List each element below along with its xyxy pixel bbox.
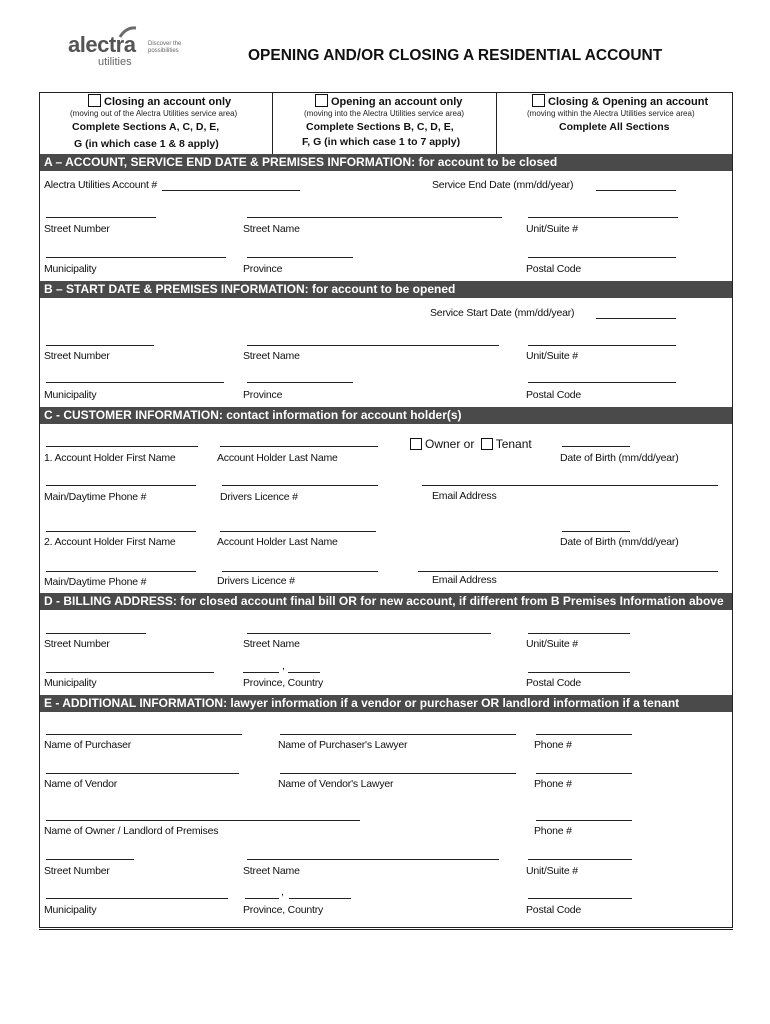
last-name-2-label: Account Holder Last Name — [217, 536, 338, 548]
page-title: OPENING AND/OR CLOSING A RESIDENTIAL ACCOUNT — [248, 47, 663, 64]
b-province-label: Province — [243, 389, 283, 401]
email-1-field[interactable] — [422, 485, 718, 486]
logo-tagline-2: possibilities — [148, 48, 179, 54]
account-number-field[interactable] — [162, 190, 300, 191]
d-postal-label: Postal Code — [526, 677, 582, 689]
option-both-sub: (moving within the Alectra Utilities service area) — [527, 109, 695, 118]
d-postal-field[interactable] — [528, 672, 630, 673]
section-c-header: C - CUSTOMER INFORMATION: contact information for account holder(s) — [40, 407, 732, 424]
e-province-field[interactable] — [245, 898, 279, 899]
licence-2-label: Drivers Licence # — [217, 575, 295, 587]
b-street-number-field[interactable] — [46, 345, 154, 346]
section-d-header: D - BILLING ADDRESS: for closed account final bill OR for new account, if different from B Premises Information above — [40, 593, 732, 610]
d-street-name-label: Street Name — [243, 638, 300, 650]
first-name-1-label: 1. Account Holder First Name — [44, 452, 176, 464]
option-closing-sub: (moving out of the Alectra Utilities service area) — [70, 109, 238, 118]
vendor-phone-label: Phone # — [534, 778, 572, 790]
d-province-field[interactable] — [243, 672, 279, 673]
email-2-field[interactable] — [418, 571, 718, 572]
b-municipality-label: Municipality — [44, 389, 97, 401]
checkbox-both[interactable] — [532, 94, 545, 107]
dob-1-label: Date of Birth (mm/dd/year) — [560, 452, 679, 464]
section-e-header: E - ADDITIONAL INFORMATION: lawyer information if a vendor or purchaser OR landlord information if a tenant — [40, 695, 732, 712]
service-start-date-field[interactable] — [596, 318, 676, 319]
vendor-phone-field[interactable] — [536, 773, 632, 774]
b-street-name-label: Street Name — [243, 350, 300, 362]
a-postal-field[interactable] — [528, 257, 676, 258]
logo-brand: alectra — [68, 32, 136, 57]
purchaser-field[interactable] — [46, 734, 242, 735]
first-name-2-label: 2. Account Holder First Name — [44, 536, 176, 548]
e-street-number-field[interactable] — [46, 859, 134, 860]
service-end-date-label: Service End Date (mm/dd/year) — [432, 179, 574, 191]
first-name-1-field[interactable] — [46, 446, 198, 447]
section-a-header: A – ACCOUNT, SERVICE END DATE & PREMISES INFORMATION: for account to be closed — [40, 154, 732, 171]
b-street-name-field[interactable] — [247, 345, 499, 346]
d-street-number-field[interactable] — [46, 633, 146, 634]
account-number-label: Alectra Utilities Account # — [44, 179, 158, 191]
d-municipality-field[interactable] — [46, 672, 214, 673]
d-street-number-label: Street Number — [44, 638, 110, 650]
owner-label: Name of Owner / Landlord of Premises — [44, 825, 219, 837]
e-postal-field[interactable] — [528, 898, 632, 899]
a-province-label: Province — [243, 263, 283, 275]
licence-2-field[interactable] — [222, 571, 378, 572]
option-opening-sections-2: F, G (in which case 1 to 7 apply) — [302, 136, 461, 148]
purchaser-lawyer-field[interactable] — [280, 734, 516, 735]
purchaser-label: Name of Purchaser — [44, 739, 132, 751]
purchaser-phone-label: Phone # — [534, 739, 572, 751]
e-postal-label: Postal Code — [526, 904, 582, 916]
a-province-field[interactable] — [247, 257, 353, 258]
checkbox-owner[interactable] — [410, 438, 422, 450]
dob-1-field[interactable] — [562, 446, 630, 447]
dob-2-label: Date of Birth (mm/dd/year) — [560, 536, 679, 548]
b-unit-label: Unit/Suite # — [526, 350, 578, 362]
option-opening[interactable]: Opening an account only — [315, 94, 462, 108]
a-municipality-field[interactable] — [46, 257, 226, 258]
d-unit-field[interactable] — [528, 633, 630, 634]
phone-2-label: Main/Daytime Phone # — [44, 576, 147, 588]
last-name-1-field[interactable] — [220, 446, 378, 447]
owner-phone-field[interactable] — [536, 820, 632, 821]
d-province-label: Province, Country — [243, 677, 324, 689]
option-closing-sections-2: G (in which case 1 & 8 apply) — [74, 138, 219, 150]
option-divider-1 — [272, 92, 273, 154]
last-name-2-field[interactable] — [220, 531, 376, 532]
b-province-field[interactable] — [247, 382, 353, 383]
e-street-number-label: Street Number — [44, 865, 110, 877]
b-postal-field[interactable] — [528, 382, 676, 383]
vendor-lawyer-label: Name of Vendor's Lawyer — [278, 778, 394, 790]
owner-field[interactable] — [46, 820, 360, 821]
vendor-field[interactable] — [46, 773, 239, 774]
d-country-field[interactable] — [288, 672, 320, 673]
email-1-label: Email Address — [432, 490, 497, 502]
phone-1-field[interactable] — [46, 485, 196, 486]
d-province-comma: , — [282, 660, 285, 672]
frame-bottom-double — [39, 929, 733, 930]
e-country-field[interactable] — [289, 898, 351, 899]
licence-1-label: Drivers Licence # — [220, 491, 298, 503]
e-unit-label: Unit/Suite # — [526, 865, 578, 877]
d-municipality-label: Municipality — [44, 677, 97, 689]
dob-2-field[interactable] — [562, 531, 630, 532]
licence-1-field[interactable] — [222, 485, 378, 486]
purchaser-lawyer-label: Name of Purchaser's Lawyer — [278, 739, 408, 751]
owner-phone-label: Phone # — [534, 825, 572, 837]
d-unit-label: Unit/Suite # — [526, 638, 578, 650]
checkbox-opening[interactable] — [315, 94, 328, 107]
first-name-2-field[interactable] — [46, 531, 196, 532]
section-b-header: B – START DATE & PREMISES INFORMATION: for account to be opened — [40, 281, 732, 298]
purchaser-phone-field[interactable] — [536, 734, 632, 735]
e-municipality-field[interactable] — [46, 898, 228, 899]
service-end-date-field[interactable] — [596, 190, 676, 191]
b-municipality-field[interactable] — [46, 382, 224, 383]
vendor-lawyer-field[interactable] — [280, 773, 516, 774]
e-unit-field[interactable] — [528, 859, 632, 860]
e-province-comma: , — [281, 886, 284, 898]
email-2-label: Email Address — [432, 574, 497, 586]
checkbox-closing[interactable] — [88, 94, 101, 107]
vendor-label: Name of Vendor — [44, 778, 118, 790]
e-street-name-field[interactable] — [247, 859, 499, 860]
a-street-name-label: Street Name — [243, 223, 300, 235]
option-both[interactable]: Closing & Opening an account — [532, 94, 708, 108]
e-municipality-label: Municipality — [44, 904, 97, 916]
a-municipality-label: Municipality — [44, 263, 97, 275]
b-postal-label: Postal Code — [526, 389, 582, 401]
service-start-date-label: Service Start Date (mm/dd/year) — [430, 307, 575, 319]
a-unit-label: Unit/Suite # — [526, 223, 578, 235]
e-street-name-label: Street Name — [243, 865, 300, 877]
option-closing[interactable]: Closing an account only — [88, 94, 231, 108]
option-opening-sections-1: Complete Sections B, C, D, E, — [306, 121, 454, 133]
a-street-number-label: Street Number — [44, 223, 110, 235]
option-both-sections-1: Complete All Sections — [559, 121, 670, 133]
owner-tenant-choice[interactable]: Owner or Tenant — [410, 437, 532, 451]
a-unit-field[interactable] — [528, 217, 678, 218]
option-closing-sections-1: Complete Sections A, C, D, E, — [72, 121, 220, 133]
d-street-name-field[interactable] — [247, 633, 491, 634]
last-name-1-label: Account Holder Last Name — [217, 452, 338, 464]
option-divider-2 — [496, 92, 497, 154]
logo — [68, 26, 188, 72]
checkbox-tenant[interactable] — [481, 438, 493, 450]
logo-tagline-1: Discover the — [148, 41, 182, 47]
phone-1-label: Main/Daytime Phone # — [44, 491, 147, 503]
e-province-label: Province, Country — [243, 904, 324, 916]
logo-sub: utilities — [98, 56, 132, 68]
a-postal-label: Postal Code — [526, 263, 582, 275]
b-unit-field[interactable] — [528, 345, 676, 346]
phone-2-field[interactable] — [46, 571, 196, 572]
b-street-number-label: Street Number — [44, 350, 110, 362]
a-street-number-field[interactable] — [46, 217, 156, 218]
option-opening-sub: (moving into the Alectra Utilities service area) — [304, 109, 465, 118]
a-street-name-field[interactable] — [247, 217, 502, 218]
